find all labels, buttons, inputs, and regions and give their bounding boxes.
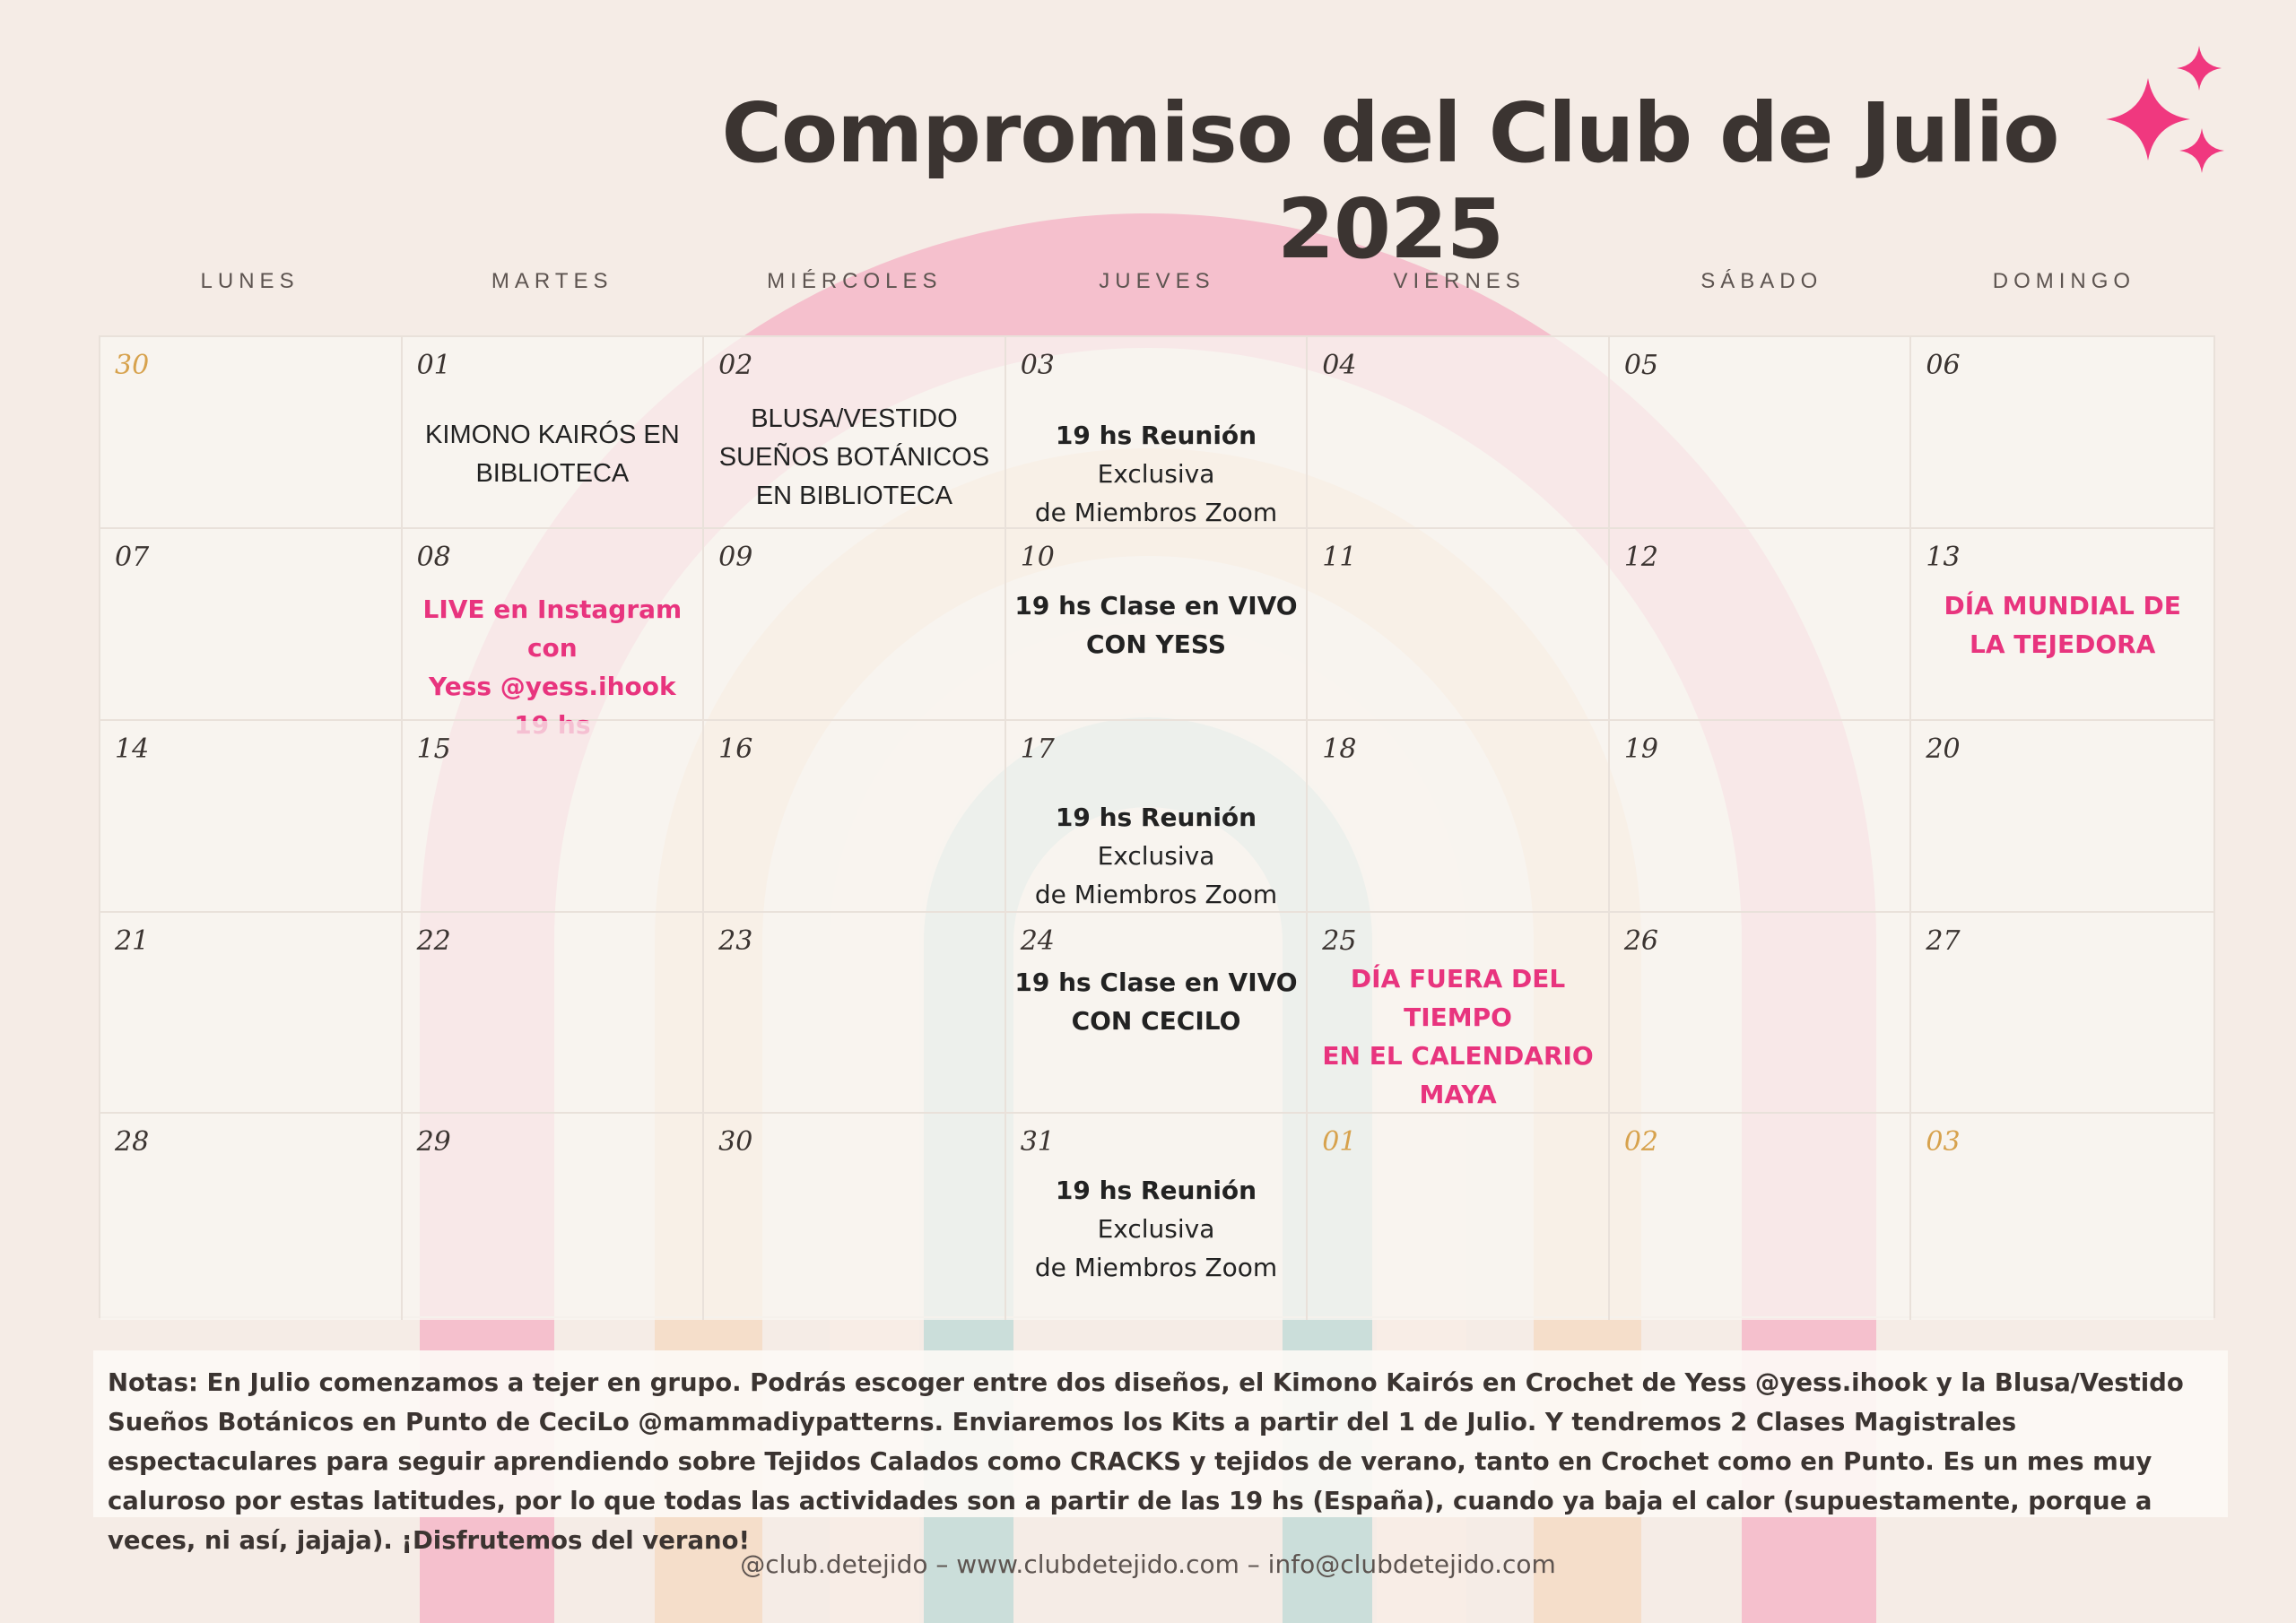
calendar-day-cell: [1006, 721, 1309, 913]
event-text: 19 hs Clase en VIVO: [1014, 591, 1298, 621]
event-line: [1013, 1171, 1300, 1248]
event-text: EN EL CALENDARIO: [1322, 1041, 1594, 1071]
calendar-day-cell: [1911, 529, 2213, 721]
calendar-grid: [99, 335, 2215, 1318]
calendar-day-cell: [1911, 913, 2213, 1114]
weekday-label: MIÉRCOLES: [767, 269, 943, 293]
calendar-day-cell: [403, 913, 705, 1114]
day-number: 30: [115, 350, 150, 381]
calendar-day-cell: [100, 529, 403, 721]
event-text: LA TEJEDORA: [1970, 629, 2156, 659]
event-text: Exclusiva: [1097, 841, 1215, 871]
calendar-day-cell: [100, 337, 403, 529]
calendar-event: [410, 416, 696, 493]
event-text: CON YESS: [1085, 629, 1226, 659]
calendar-day-cell: [403, 721, 705, 913]
calendar-day-cell: [704, 1114, 1006, 1320]
notes-box: Notas: En Julio comenzamos a tejer en grupo. Podrás escoger entre dos diseños, el Kimono Kairós en Crochet de Yess @yess.ihook y la Blusa/Vestido Sueños Botánicos en Punto de CeciLo @mammadiypatterns. Enviaremos los Kits a partir del 1 de Julio. Y tendremos 2 Clases Magistrales espectaculares para seguir aprendiendo sobre Tejidos Calados como CRACKS y tejidos de verano, tanto en Crochet como en Punto. Es un mes muy caluroso por estas latitudes, por lo que todas las actividades son a partir de las 19 hs (España), cuando ya baja el calor (supuestamente, porque a veces, ni así, jajaja). ¡Disfrutemos del verano!: [93, 1350, 2228, 1517]
day-number: 04: [1322, 350, 1357, 381]
event-line: [1013, 625, 1300, 664]
event-line: [1013, 1002, 1300, 1040]
day-number: 23: [718, 925, 753, 957]
event-text: BLUSA/VESTIDO: [751, 404, 958, 433]
event-text: 19 hs Reunión: [1055, 803, 1257, 832]
calendar-day-cell: [1308, 913, 1610, 1114]
event-text: BIBLIOTECA: [475, 459, 630, 488]
event-text: Yess @yess.ihook: [429, 672, 676, 701]
day-number: 01: [1322, 1126, 1357, 1158]
calendar-day-cell: [1610, 529, 1912, 721]
calendar-day-cell: [1911, 721, 2213, 913]
event-line: [1918, 586, 2206, 625]
day-number: 31: [1020, 1126, 1055, 1158]
event-text: EN BIBLIOTECA: [755, 482, 952, 510]
day-number: 01: [416, 350, 451, 381]
day-number: 02: [1623, 1126, 1659, 1158]
calendar-event: [1918, 586, 2206, 664]
event-line: [711, 477, 997, 516]
day-number: 08: [416, 542, 451, 573]
event-text: Exclusiva: [1097, 1214, 1215, 1244]
weekday-label: VIERNES: [1393, 269, 1526, 293]
calendar-day-cell: [1610, 913, 1912, 1114]
page-title: Compromiso del Club de Julio 2025: [721, 85, 2059, 277]
event-text: 19 hs Reunión: [1055, 421, 1257, 450]
weekday-label: JUEVES: [1099, 269, 1215, 293]
calendar-event: [1013, 586, 1300, 664]
calendar-day-cell: [1006, 913, 1309, 1114]
calendar-day-cell: [1006, 337, 1309, 529]
event-text: KIMONO KAIRÓS EN: [425, 421, 680, 449]
event-line: [1013, 798, 1300, 875]
day-number: 15: [416, 733, 451, 765]
event-line: [1315, 959, 1601, 1037]
event-text: MAYA: [1419, 1080, 1497, 1109]
calendar-event: [1013, 416, 1300, 532]
event-text: CON CECILO: [1071, 1006, 1241, 1036]
event-text: de Miembros Zoom: [1034, 880, 1278, 909]
calendar-day-cell: [704, 913, 1006, 1114]
day-number: 27: [1926, 925, 1961, 957]
day-number: 18: [1322, 733, 1357, 765]
event-line: [1918, 625, 2206, 664]
event-line: [1013, 1248, 1300, 1287]
event-line: [410, 667, 696, 706]
event-text: LIVE en Instagram con: [422, 595, 683, 663]
event-line: [711, 400, 997, 438]
day-number: 30: [718, 1126, 753, 1158]
event-line: [1013, 586, 1300, 625]
day-number: 02: [718, 350, 753, 381]
event-line: [410, 455, 696, 493]
event-line: [711, 438, 997, 477]
day-number: 19: [1623, 733, 1659, 765]
day-number: 29: [416, 1126, 451, 1158]
day-number: 13: [1926, 542, 1961, 573]
day-number: 07: [115, 542, 150, 573]
calendar-day-cell: [1308, 1114, 1610, 1320]
calendar-event: [1013, 963, 1300, 1040]
day-number: 05: [1623, 350, 1659, 381]
sparkles-icon: [2099, 40, 2242, 193]
weekday-label: MARTES: [491, 269, 613, 293]
day-number: 17: [1020, 733, 1055, 765]
calendar-day-cell: [1308, 721, 1610, 913]
calendar-day-cell: [1911, 337, 2213, 529]
calendar-day-cell: [403, 529, 705, 721]
event-text: Exclusiva: [1097, 459, 1215, 489]
day-number: 11: [1322, 542, 1357, 573]
calendar-day-cell: [1610, 1114, 1912, 1320]
day-number: 12: [1623, 542, 1659, 573]
calendar-day-cell: [100, 913, 403, 1114]
day-number: 21: [115, 925, 150, 957]
event-line: [1013, 493, 1300, 532]
event-line: [1013, 416, 1300, 493]
event-line: [1013, 963, 1300, 1002]
calendar-day-cell: [1006, 1114, 1309, 1320]
calendar-event: [711, 400, 997, 516]
day-number: 24: [1020, 925, 1055, 957]
day-number: 06: [1926, 350, 1961, 381]
event-text: 19 hs Reunión: [1055, 1176, 1257, 1205]
calendar-event: [1315, 959, 1601, 1114]
weekday-header-row: [99, 269, 2215, 305]
calendar-event: [1013, 798, 1300, 914]
weekday-label: LUNES: [200, 269, 300, 293]
calendar-day-cell: [704, 529, 1006, 721]
calendar-day-cell: [704, 721, 1006, 913]
day-number: 16: [718, 733, 753, 765]
event-text: 19 hs Clase en VIVO: [1014, 968, 1298, 997]
day-number: 28: [115, 1126, 150, 1158]
event-line: [410, 416, 696, 455]
calendar-day-cell: [1006, 529, 1309, 721]
event-text: DÍA FUERA DEL TIEMPO: [1350, 964, 1566, 1032]
event-line: [1013, 875, 1300, 914]
calendar-day-cell: [100, 1114, 403, 1320]
weekday-label: DOMINGO: [1992, 269, 2136, 293]
event-line: [1315, 1037, 1601, 1075]
day-number: 25: [1322, 925, 1357, 957]
calendar-day-cell: [403, 1114, 705, 1320]
calendar-day-cell: [1308, 337, 1610, 529]
day-number: 22: [416, 925, 451, 957]
day-number: 26: [1623, 925, 1659, 957]
event-line: [1315, 1075, 1601, 1114]
event-text: de Miembros Zoom: [1034, 1253, 1278, 1282]
day-number: 10: [1020, 542, 1055, 573]
event-line: [410, 590, 696, 667]
day-number: 03: [1020, 350, 1055, 381]
calendar-day-cell: [100, 721, 403, 913]
calendar-day-cell: [1308, 529, 1610, 721]
day-number: 14: [115, 733, 150, 765]
weekday-label: SÁBADO: [1700, 269, 1823, 293]
event-text: de Miembros Zoom: [1034, 498, 1278, 527]
day-number: 20: [1926, 733, 1961, 765]
day-number: 03: [1926, 1126, 1961, 1158]
calendar-event: [1013, 1171, 1300, 1287]
event-text: DÍA MUNDIAL DE: [1944, 591, 2181, 621]
day-number: 09: [718, 542, 753, 573]
calendar-day-cell: [1610, 721, 1912, 913]
event-text: SUEÑOS BOTÁNICOS: [718, 443, 990, 472]
calendar-day-cell: [1911, 1114, 2213, 1320]
calendar-day-cell: [1610, 337, 1912, 529]
calendar-day-cell: [403, 337, 705, 529]
footer-contact: @club.detejido – www.clubdetejido.com – info@clubdetejido.com: [740, 1549, 1556, 1579]
calendar-day-cell: [704, 337, 1006, 529]
